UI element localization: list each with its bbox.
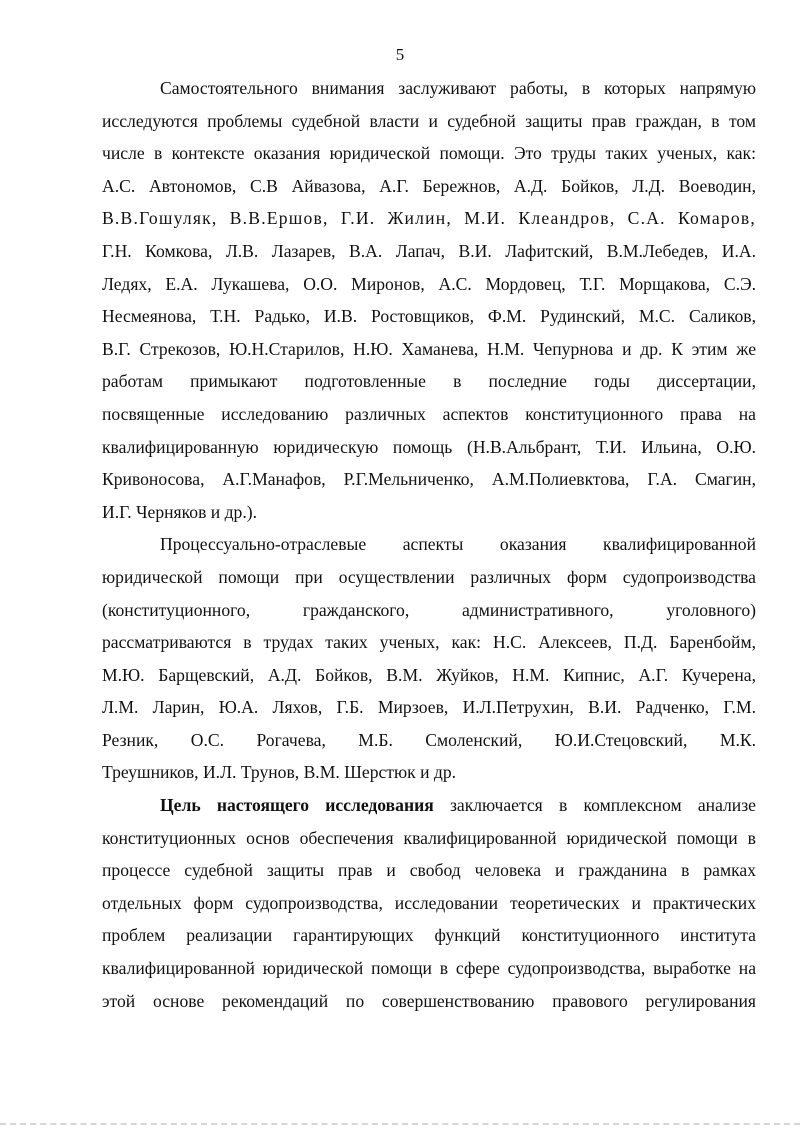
text-line: квалифицированную юридическую помощь (Н.В.Альбрант, Т.И. Ильина, О.Ю.: [102, 436, 756, 457]
text-line: Самостоятельного внимания заслуживают работы, в которых напрямую: [160, 78, 756, 98]
text-line: исследуются проблемы судебной власти и судебной защиты прав граждан, в том: [102, 110, 756, 131]
text-line: Ледях, Е.А. Лукашева, О.О. Миронов, А.С. Мордовец, Т.Г. Морщакова, С.Э.: [102, 273, 756, 294]
text-line: А.С. Автономов, С.В Айвазова, А.Г. Бережнов, А.Д. Бойков, Л.Д. Воеводин,: [102, 175, 756, 196]
text-line: отдельных форм судопроизводства, исследовании теоретических и практических: [102, 892, 756, 913]
text-line: Процессуально-отраслевые аспекты оказания квалифицированной: [160, 534, 756, 555]
text-line: Кривоносова, А.Г.Манафов, Р.Г.Мельниченко, А.М.Полиевктова, Г.А. Смагин,: [102, 469, 756, 490]
text-line: Треушников, И.Л. Трунов, В.М. Шерстюк и др.: [102, 762, 457, 783]
text-line: Резник, О.С. Рогачева, М.Б. Смоленский, Ю.И.Стецовский, М.К.: [102, 729, 756, 750]
text-line: [102, 789, 756, 822]
text-line: посвященные исследованию различных аспектов конституционного права на: [102, 403, 756, 424]
text-line: (конституционного, гражданского, административного, уголовного): [102, 599, 756, 620]
text-run: заключается в комплексном анализе: [433, 795, 756, 816]
text-line: Л.М. Ларин, Ю.А. Ляхов, Г.Б. Мирзоев, И.Л.Петрухин, В.И. Радченко, Г.М.: [102, 697, 756, 718]
text-line: И.Г. Черняков и др.).: [102, 501, 258, 522]
text-line: М.Ю. Барщевский, А.Д. Бойков, В.М. Жуйков, Н.М. Кипнис, А.Г. Кучерена,: [102, 664, 756, 685]
paragraph-2: [102, 528, 756, 789]
text-line: процессе судебной защиты прав и свобод человека и гражданина в рамках: [102, 860, 756, 881]
text-line: работам примыкают подготовленные в последние годы диссертации,: [102, 371, 756, 392]
text-line: В.Г. Стрекозов, Ю.Н.Старилов, Н.Ю. Хаманева, Н.М. Чепурнова и др. К этим же: [102, 338, 756, 359]
text-line: конституционных основ обеспечения квалифицированной юридической помощи в: [102, 827, 756, 848]
text-line: проблем реализации гарантирующих функций конституционного института: [102, 925, 756, 946]
page-number: 5: [395, 45, 405, 64]
text-line: Несмеянова, Т.Н. Радько, И.В. Ростовщиков, Ф.М. Рудинский, М.С. Саликов,: [102, 306, 756, 327]
paragraph-1: [102, 72, 756, 528]
text-line: рассматриваются в трудах таких ученых, как: Н.С. Алексеев, П.Д. Баренбойм,: [102, 632, 756, 653]
footer-dashed-rule: [0, 1123, 800, 1125]
text-line: В.В.Гошуляк, В.В.Ершов, Г.И. Жилин, М.И. Клеандров, С.А. Комаров,: [102, 208, 756, 229]
paragraph-3: [102, 789, 756, 1017]
text-line: Г.Н. Комкова, Л.В. Лазарев, В.А. Лапач, В.И. Лафитский, В.М.Лебедев, И.А.: [102, 240, 756, 261]
body-text: [102, 72, 756, 1017]
text-line: числе в контексте оказания юридической помощи. Это труды таких ученых, как:: [102, 143, 756, 164]
text-line: квалифицированной юридической помощи в сфере судопроизводства, выработке на: [102, 958, 756, 979]
bold-lead: Цель настоящего исследования: [160, 795, 434, 816]
text-line: этой основе рекомендаций по совершенствованию правового регулирования: [102, 990, 756, 1011]
text-line: юридической помощи при осуществлении различных форм судопроизводства: [102, 566, 756, 587]
